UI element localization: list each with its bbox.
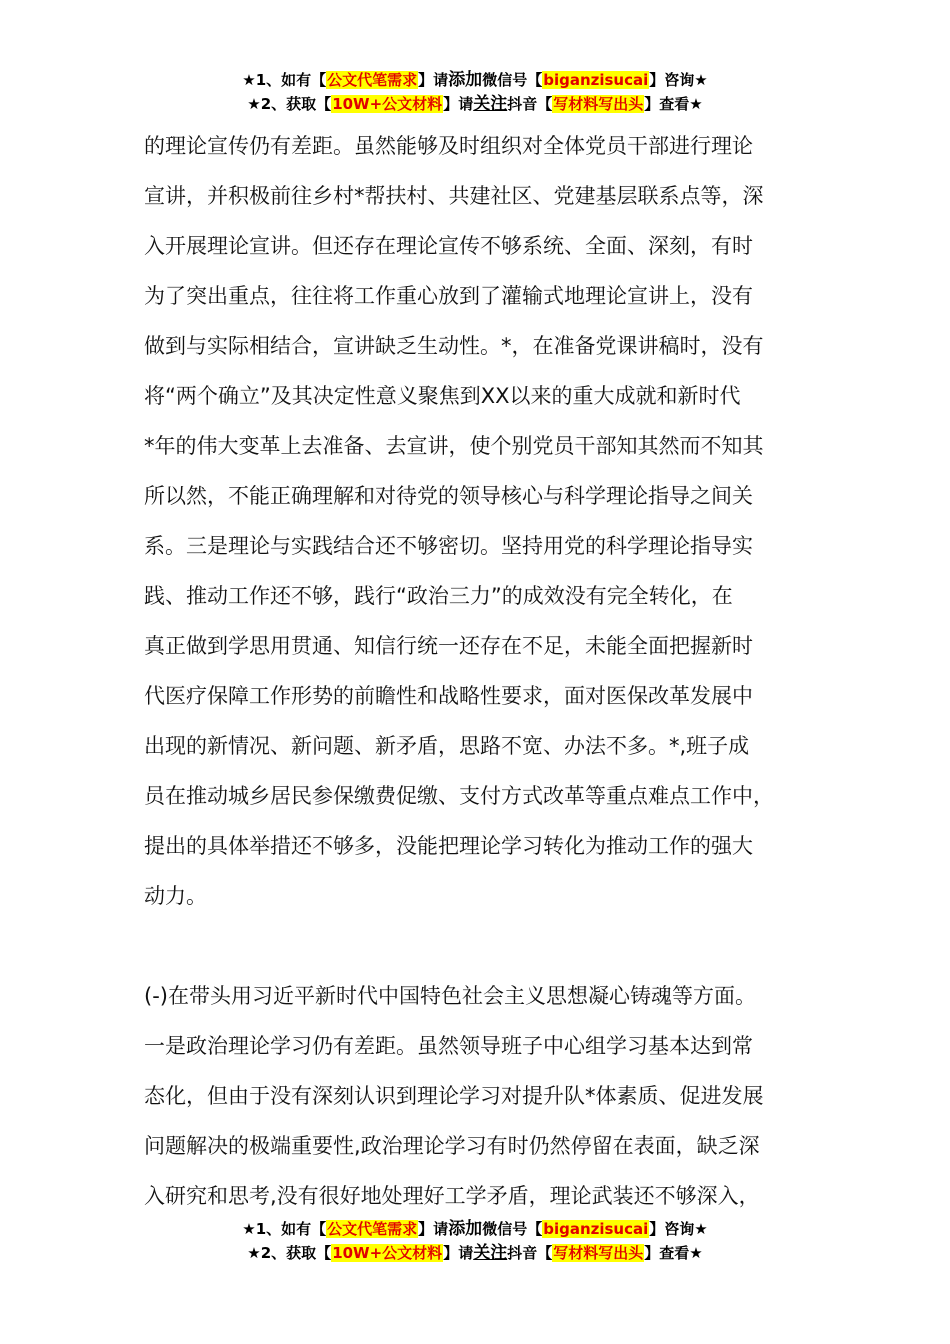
footer-banner — [0, 1217, 950, 1265]
banner-highlight: biganzisucai — [543, 71, 649, 89]
paragraph-gap — [144, 921, 834, 971]
banner-text: 抖音【 — [507, 95, 553, 113]
body-line: 一是政治理论学习仍有差距。虽然领导班子中心组学习基本达到常 — [144, 1034, 753, 1058]
banner-emphasis: 添加 — [448, 70, 483, 90]
document-body — [144, 121, 834, 1221]
banner-emphasis: 添加 — [448, 1219, 483, 1239]
banner-text: 抖音【 — [507, 1244, 553, 1262]
banner-text: 】咨询★ — [649, 1220, 708, 1238]
body-line: 态化，但由于没有深刻认识到理论学习对提升队*体素质、促进发展 — [144, 1084, 764, 1108]
banner-highlight: 10W+公文材料 — [332, 1244, 443, 1262]
body-line: 践、推动工作还不够，践行“政治三力”的成效没有完全转化，在 — [144, 584, 733, 608]
banner-text: 微信号【 — [482, 1220, 543, 1238]
banner-highlight: 公文代笔需求 — [327, 71, 418, 89]
banner-text: 】查看★ — [644, 95, 703, 113]
banner-text: ★2、获取【 — [247, 95, 332, 113]
body-line: 的理论宣传仍有差距。虽然能够及时组织对全体党员干部进行理论 — [144, 134, 753, 158]
banner-text: 】请 — [443, 1244, 474, 1262]
banner-line-1 — [0, 68, 950, 92]
body-line: 出现的新情况、新问题、新矛盾，思路不宽、办法不多。*,班子成 — [144, 734, 750, 758]
body-line: 所以然，不能正确理解和对待党的领导核心与科学理论指导之间关 — [144, 484, 753, 508]
banner-text: 】请 — [418, 71, 449, 89]
banner-text: 】请 — [443, 95, 474, 113]
body-line: 动力。 — [144, 884, 207, 908]
banner-highlight: 写材料写出头 — [553, 1244, 644, 1262]
body-line: 真正做到学思用贯通、知信行统一还存在不足，未能全面把握新时 — [144, 634, 753, 658]
body-line: 代医疗保障工作形势的前瞻性和战略性要求，面对医保改革发展中 — [144, 684, 753, 708]
body-line: 做到与实际相结合，宣讲缺乏生动性。*，在准备党课讲稿时，没有 — [144, 334, 764, 358]
body-line: 提出的具体举措还不够多，没能把理论学习转化为推动工作的强大 — [144, 834, 753, 858]
body-line: 宣讲，并积极前往乡村*帮扶村、共建社区、党建基层联系点等，深 — [144, 184, 764, 208]
banner-text: 微信号【 — [482, 71, 543, 89]
banner-text: 】咨询★ — [649, 71, 708, 89]
banner-emphasis: 关注 — [473, 1243, 508, 1263]
body-line: 问题解决的极端重要性,政治理论学习有时仍然停留在表面，缺乏深 — [144, 1134, 760, 1158]
body-line: 入开展理论宣讲。但还存在理论宣传不够系统、全面、深刻，有时 — [144, 234, 753, 258]
section-heading: (-)在带头用习近平新时代中国特色社会主义思想凝心铸魂等方面。 — [144, 984, 756, 1008]
banner-highlight: 10W+公文材料 — [332, 95, 443, 113]
banner-line-1 — [0, 1217, 950, 1241]
banner-emphasis: 关注 — [473, 94, 508, 114]
banner-line-2 — [0, 92, 950, 116]
body-line: 将“两个确立”及其决定性意义聚焦到XX以来的重大成就和新时代 — [144, 384, 741, 408]
banner-text: ★1、如有【 — [242, 1220, 327, 1238]
body-line: 系。三是理论与实践结合还不够密切。坚持用党的科学理论指导实 — [144, 534, 753, 558]
banner-text: 】查看★ — [644, 1244, 703, 1262]
banner-highlight: 写材料写出头 — [553, 95, 644, 113]
banner-text: ★1、如有【 — [242, 71, 327, 89]
banner-line-2 — [0, 1241, 950, 1265]
body-line: 员在推动城乡居民参保缴费促缴、支付方式改革等重点难点工作中， — [144, 784, 774, 808]
banner-text: ★2、获取【 — [247, 1244, 332, 1262]
body-line: *年的伟大变革上去准备、去宣讲，使个别党员干部知其然而不知其 — [144, 434, 764, 458]
banner-highlight: 公文代笔需求 — [327, 1220, 418, 1238]
header-banner — [0, 68, 950, 116]
body-line: 为了突出重点，往往将工作重心放到了灌输式地理论宣讲上，没有 — [144, 284, 753, 308]
body-line: 入研究和思考,没有很好地处理好工学矛盾，理论武装还不够深入， — [144, 1184, 760, 1208]
banner-text: 】请 — [418, 1220, 449, 1238]
banner-highlight: biganzisucai — [543, 1220, 649, 1238]
